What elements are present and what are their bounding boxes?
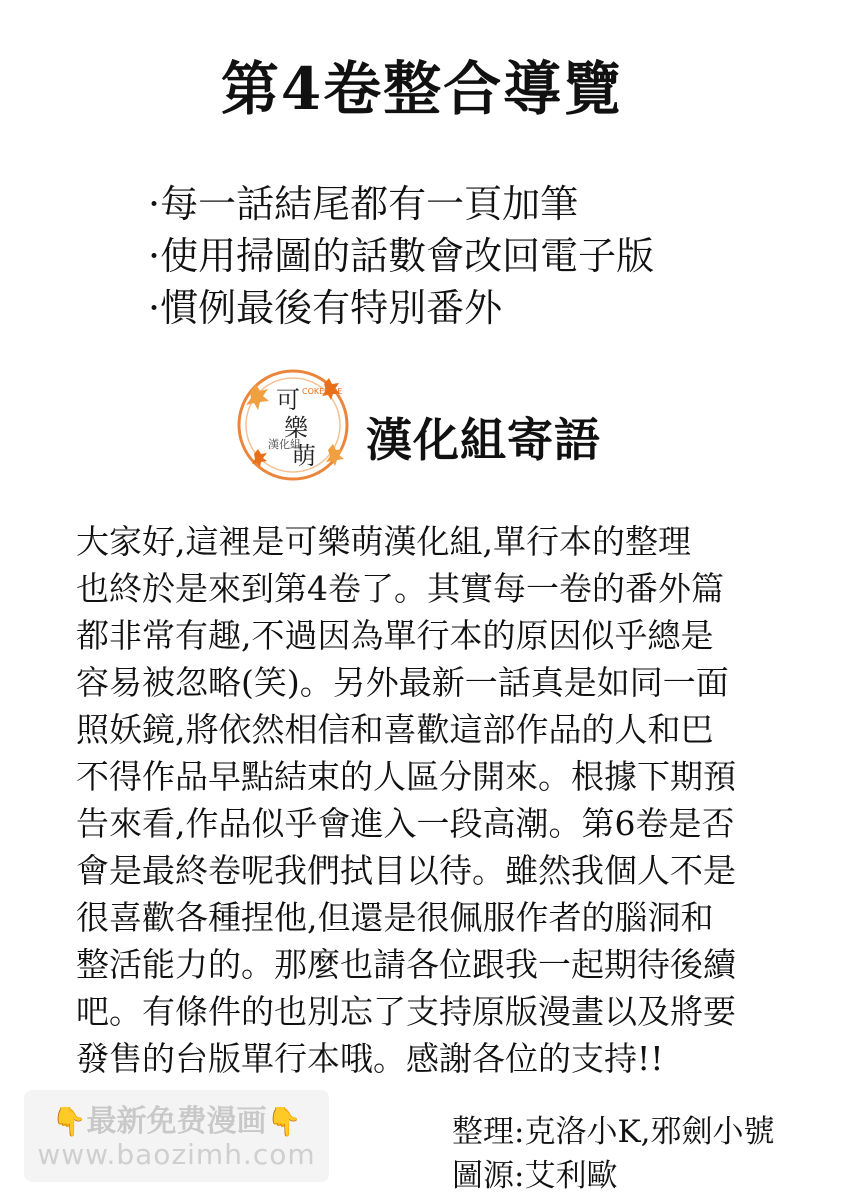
svg-text:樂: 樂 (284, 414, 308, 442)
group-message: 大家好,這裡是可樂萌漢化組,單行本的整理 也終於是來到第4卷了。其實每一卷的番外篇 都非常有趣,不過因為單行本的原因似乎總是 容易被忽略(笑)。另外最新一話真是如同一面 照妖鏡,將依然相信和喜歡這部作品的人和巴 不得作品早點結束的人區分開來。根據下期預 告來看,作品似乎會進入一段高潮。第6卷是否 會是最終卷呢我們拭目以待。雖然我個人不是 很喜歡各種捏他,但還是很佩服作者的腦洞和 整活能力的。那麼也請各位跟我一起期待後續 吧。有條件的也別忘了支持原版漫畫以及將要 發售的台版單行本哦。感謝各位的支持!! (76, 522, 736, 1078)
note-item: ·每一話結尾都有一頁加筆 (148, 182, 579, 226)
svg-text:COKEMOE: COKEMOE (302, 387, 343, 396)
note-item: ·慣例最後有特別番外 (148, 286, 503, 330)
pointing-down-hand-icon: 👇 (51, 1105, 87, 1138)
watermark-tagline: 最新免费漫画 (86, 1104, 267, 1139)
svg-text:萌: 萌 (292, 442, 316, 470)
group-logo (232, 364, 354, 486)
notes-list (148, 178, 654, 334)
credit-editor: 整理:克洛小K,邪劍小號 (452, 1114, 775, 1150)
site-watermark (24, 1090, 329, 1182)
section-heading: 漢化組寄語 (366, 413, 601, 467)
watermark-url: www.baozimh.com (37, 1138, 316, 1171)
credit-source: 圖源:艾利歐 (452, 1158, 618, 1194)
note-item: ·使用掃圖的話數會改回電子版 (148, 234, 655, 278)
pointing-down-hand-icon: 👇 (266, 1105, 302, 1138)
svg-text:可: 可 (276, 386, 300, 414)
page-title: 第4卷整合導覽 (220, 55, 624, 123)
svg-text:漢化組: 漢化組 (268, 438, 301, 451)
credits (452, 1110, 774, 1198)
